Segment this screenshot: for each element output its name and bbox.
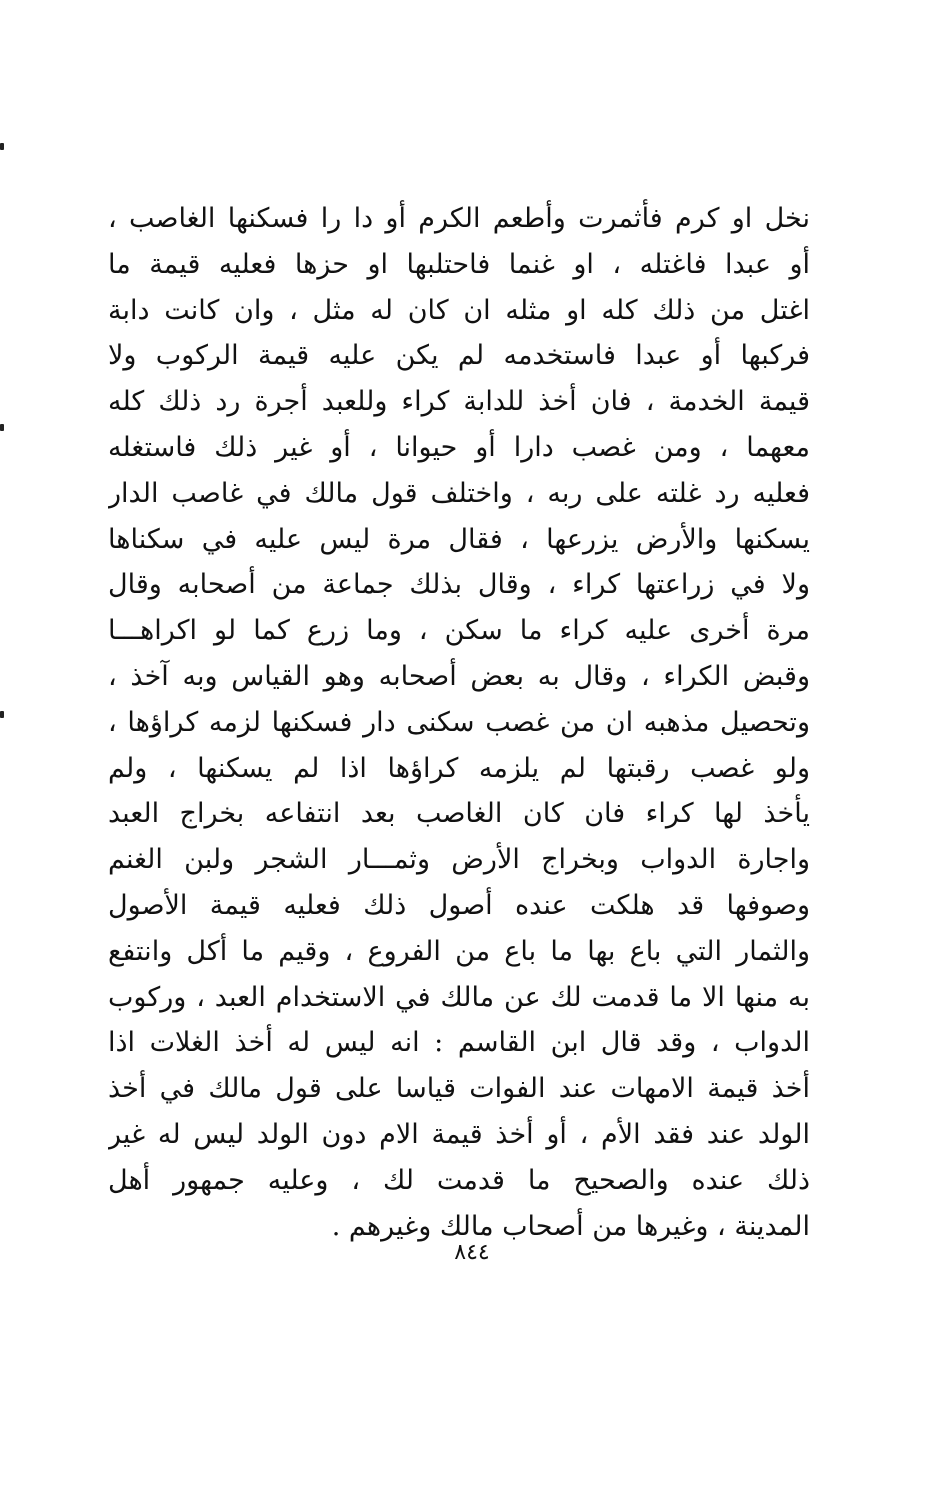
text-line: مرة أخرى عليه كراء ما سكن ، وما زرع كما لو اكراهـــا xyxy=(108,615,810,647)
text-line: فعليه رد غلته على ربه ، واختلف قول مالك في غاصب الدار xyxy=(108,477,810,509)
margin-mark xyxy=(0,143,4,150)
text-line: والثمار التي باع بها ما باع من الفروع ، وقيم ما أكل وانتفع xyxy=(108,935,810,967)
text-line: به منها الا ما قدمت لك عن مالك في الاستخدام العبد ، وركوب xyxy=(108,981,810,1013)
text-line: وقبض الكراء ، وقال به بعض أصحابه وهو القياس وبه آخذ ، xyxy=(108,660,810,692)
text-line: يسكنها والأرض يزرعها ، فقال مرة ليس عليه في سكناها xyxy=(108,523,810,555)
text-line: أو عبدا فاغتله ، او غنما فاحتلبها او حزها فعليه قيمة ما xyxy=(108,248,810,280)
text-line: وصوفها قد هلكت عنده أصول ذلك فعليه قيمة الأصول xyxy=(108,889,810,921)
margin-mark xyxy=(0,711,4,718)
text-line: ولا في زراعتها كراء ، وقال بذلك جماعة من أصحابه وقال xyxy=(108,569,810,601)
text-line: واجارة الدواب وبخراج الأرض وثمـــار الشجر ولبن الغنم xyxy=(108,844,810,876)
text-line: وتحصيل مذهبه ان من غصب سكنى دار فسكنها لزمه كراؤها ، xyxy=(108,706,810,738)
text-line: نخل او كرم فأثمرت وأطعم الكرم أو دا را فسكنها الغاصب ، xyxy=(108,203,810,234)
margin-mark xyxy=(0,424,4,431)
text-line: اغتل من ذلك كله او مثله ان كان له مثل ، وان كانت دابة xyxy=(108,294,810,326)
text-line: المدينة ، وغيرها من أصحاب مالك وغيرهم . xyxy=(331,1210,810,1242)
text-line: ولو غصب رقبتها لم يلزمه كراؤها اذا لم يسكنها ، ولم xyxy=(108,752,810,784)
text-line: الدواب ، وقد قال ابن القاسم : انه ليس له أخذ الغلات اذا xyxy=(108,1027,810,1059)
text-line: الولد عند فقد الأم ، أو أخذ قيمة الام دون الولد ليس له غير xyxy=(108,1118,810,1150)
text-line: ذلك عنده والصحيح ما قدمت لك ، وعليه جمهور أهل xyxy=(108,1164,810,1196)
text-line: قيمة الخدمة ، فان أخذ للدابة كراء وللعبد أجرة رد ذلك كله xyxy=(108,386,810,418)
text-line: أخذ قيمة الامهات عند الفوات قياسا على قول مالك في أخذ xyxy=(108,1073,810,1105)
text-line: فركبها أو عبدا فاستخدمه لم يكن عليه قيمة الركوب ولا xyxy=(108,340,810,372)
text-line: معهما ، ومن غصب دارا أو حيوانا ، أو غير ذلك فاستغله xyxy=(108,431,810,463)
page-number: ٨٤٤ xyxy=(454,1240,490,1265)
body-text xyxy=(108,196,810,1249)
text-line: يأخذ لها كراء فان كان الغاصب بعد انتفاعه بخراج العبد xyxy=(108,798,810,830)
